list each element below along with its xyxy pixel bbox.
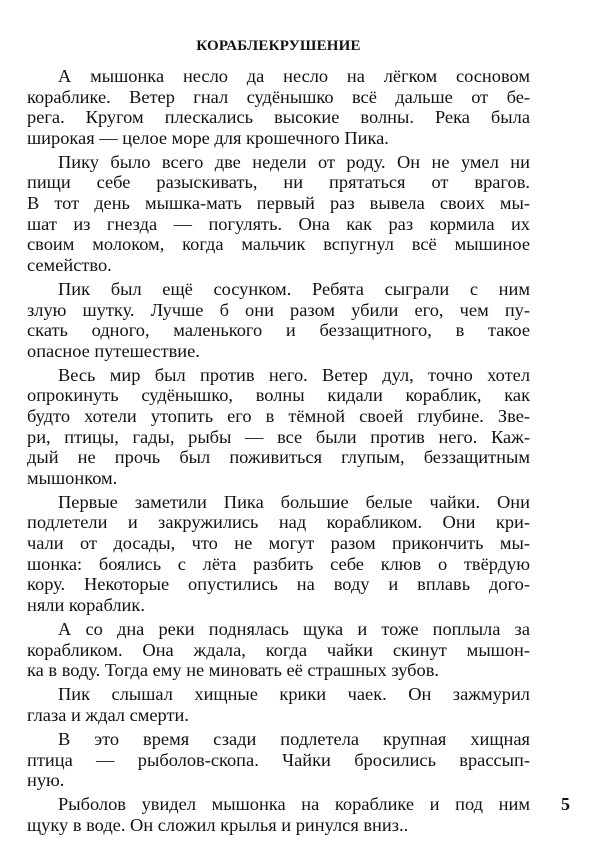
text-line: глаза и ждал смерти.	[27, 704, 189, 725]
text-line: ную.	[27, 770, 65, 791]
text-line: дый не прочь был поживиться глупым, беззащитным	[27, 447, 530, 468]
text-line: опрокинуть судёнышко, волны кидали кораблик, как	[27, 385, 530, 406]
text-line: мышонком.	[27, 467, 118, 488]
text-line: Рыболов увидел мышонка на кораблике и под ним	[58, 794, 530, 815]
text-line: семейство.	[27, 254, 112, 275]
text-line: широкая — целое море для крошечного Пика.	[27, 127, 389, 148]
text-line: Первые заметили Пика большие белые чайки. Они	[58, 491, 530, 512]
text-line: А мышонка несло да несло на лёгком сосновом	[58, 66, 530, 86]
paragraph	[27, 365, 530, 489]
paragraph	[27, 729, 530, 791]
text-line: А со дна реки поднялась щука и тоже поплыла за	[58, 618, 530, 639]
page-number: 5	[561, 794, 570, 814]
text-line: рега. Кругом плескались высокие волны. Река была	[27, 107, 530, 128]
text-line: опасное путешествие.	[27, 340, 200, 361]
text-line: кораблике. Ветер гнал судёнышко всё дальше от бе-	[27, 86, 530, 107]
text-line: своим молоком, когда мальчик вспугнул всё мышиное	[27, 234, 530, 255]
text-line: кору. Некоторые опустились на воду и вплавь дого-	[27, 574, 530, 595]
text-line: Пик был ещё сосунком. Ребята сыграли с ним	[58, 278, 530, 299]
text-line: щуку в воде. Он сложил крылья и ринулся вниз..	[27, 814, 409, 835]
text-line: шат из гнезда — погулять. Она как раз кормила их	[27, 213, 530, 234]
text-line: птица — рыболов-скопа. Чайки бросились врассып-	[27, 749, 530, 770]
paragraph	[27, 619, 530, 681]
text-line: подлетели и закружились над корабликом. Они кри-	[27, 512, 530, 533]
text-line: ка в воду. Тогда ему не миновать её страшных зубов.	[27, 660, 439, 681]
chapter-title: КОРАБЛЕКРУШЕНИЕ	[196, 38, 361, 54]
paragraph	[27, 66, 530, 148]
paragraph	[27, 794, 530, 835]
paragraph	[27, 492, 530, 616]
text-line: шонка: боялись с лёта разбить себе клюв о твёрдую	[27, 553, 530, 574]
paragraph	[27, 279, 530, 361]
paragraph	[27, 684, 530, 725]
text-line: Пик слышал хищные крики чаек. Он зажмурил	[58, 684, 530, 705]
paragraph	[27, 152, 530, 276]
text-line: Весь мир был против него. Ветер дул, точно хотел	[58, 364, 530, 385]
text-line: чали от досады, что не могут разом прикончить мы-	[27, 533, 530, 554]
text-line: ри, птицы, гады, рыбы — все были против него. Каж-	[27, 426, 530, 447]
text-line: В это время сзади подлетела крупная хищная	[58, 728, 530, 749]
text-line: няли кораблик.	[27, 594, 145, 615]
text-line: корабликом. Она ждала, когда чайки скинут мышон-	[27, 639, 530, 660]
text-line: В тот день мышка-мать первый раз вывела своих мы-	[27, 193, 530, 214]
page-body	[27, 36, 530, 839]
text-line: Пику было всего две недели от роду. Он не умел ни	[58, 151, 530, 172]
story-text	[27, 66, 530, 835]
text-line: будто хотели утопить его в тёмной своей глубине. Зве-	[27, 406, 530, 426]
text-line: пищи себе разыскивать, ни прятаться от врагов.	[27, 172, 530, 193]
text-line: злую шутку. Лучше б они разом убили его, чем пу-	[27, 299, 530, 320]
text-line: скать одного, маленького и беззащитного, в такое	[27, 320, 530, 341]
